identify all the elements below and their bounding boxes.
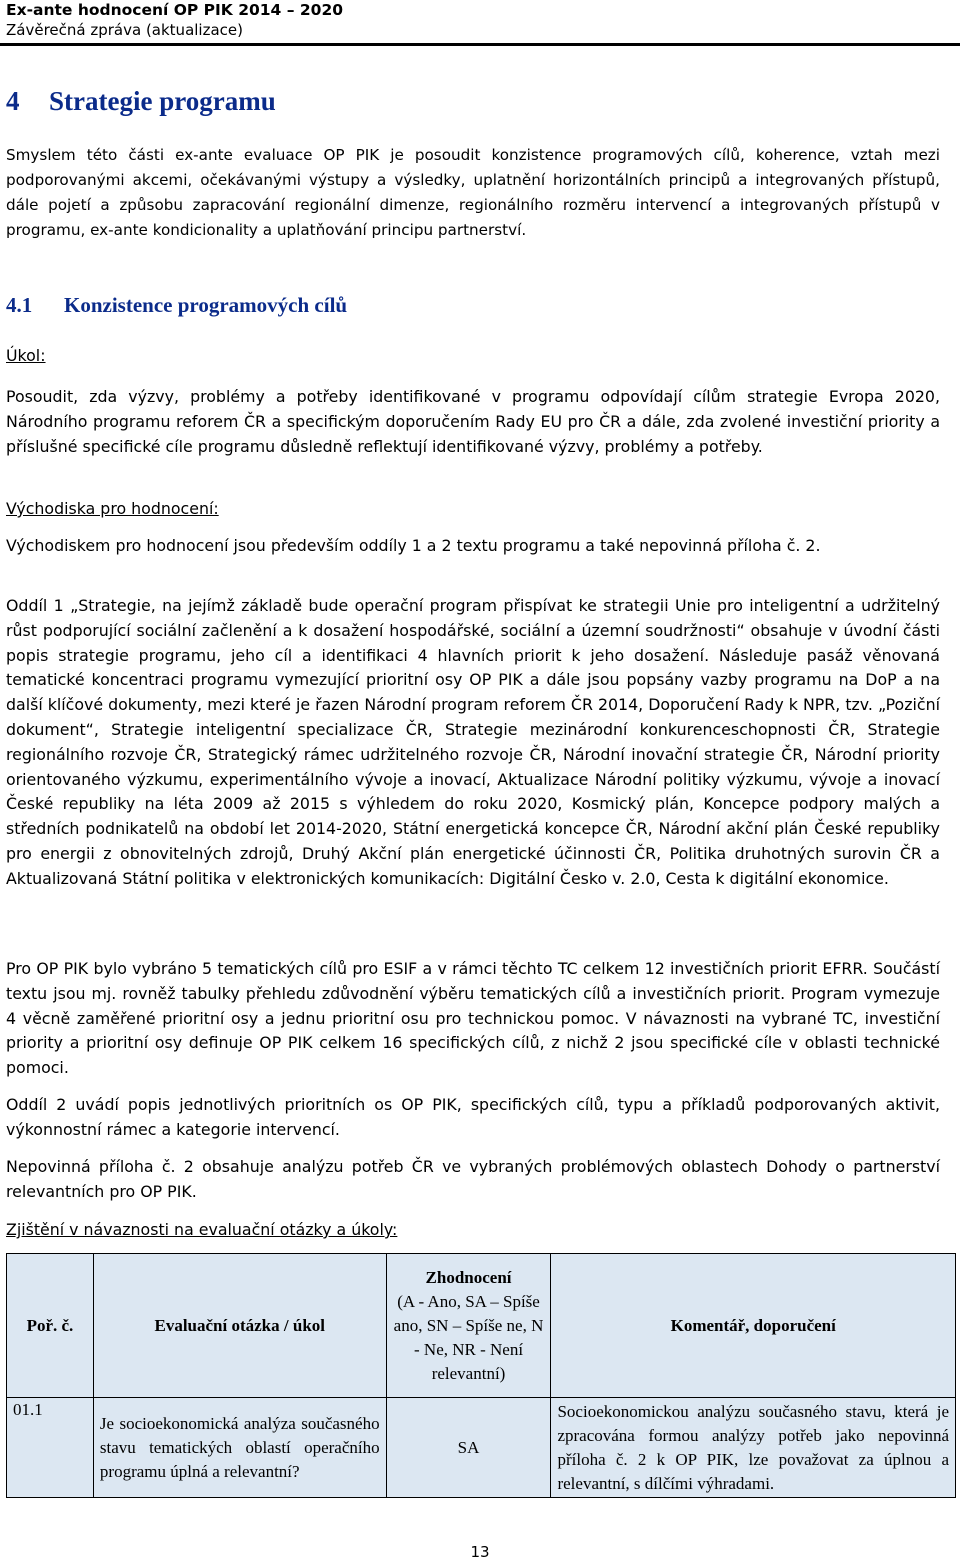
evaluation-table xyxy=(6,1253,956,1498)
header-subtitle: Závěrečná zpráva (aktualizace) xyxy=(6,21,243,39)
page-header xyxy=(6,0,954,41)
table-row xyxy=(7,1398,956,1498)
subsection-heading xyxy=(6,291,347,319)
findings-label: Zjištění v návaznosti na evaluační otázky a úkoly: xyxy=(6,1220,398,1239)
task-label: Úkol: xyxy=(6,346,46,365)
paragraph-thematic-goals: Pro OP PIK bylo vybráno 5 tematických cílů pro ESIF a v rámci těchto TC celkem 12 investičních priorit EFRR. Součástí textu jsou mj. rovněž tabulky přehledu zdůvodnění výběru tematických cílů a investičních priorit. Program vymezuje 4 věcně zaměřené prioritní osy a jednu prioritní osu pro technickou pomoc. V návaznosti na vybrané TC, investiční priority a prioritní osy definuje OP PIK celkem 16 specifických cílů, z nichž 2 jsou specifické cíle v oblasti technické pomoci. xyxy=(6,959,940,1078)
row-comment: Socioekonomickou analýzu současného stavu, která je zpracována formou analýzy potřeb jako nepovinná příloha č. 2 k OP PIK, lze považovat za úplnou a relevantní, s dílčími výhradami. xyxy=(551,1398,956,1498)
header-comment: Komentář, doporučení xyxy=(551,1254,956,1398)
task-text: Posoudit, zda výzvy, problémy a potřeby identifikované v programu odpovídají cílům strategie Evropa 2020, Národního programu reforem ČR a specifickým doporučením Rady EU pro ČR a dále, zda zvolené investiční priority a příslušné specifické cíle programu důsledně reflektují identifikované výzvy, problémy a potřeby. xyxy=(6,387,940,456)
paragraph-section-2: Oddíl 2 uvádí popis jednotlivých prioritních os OP PIK, specifických cílů, typu a příkladů podporovaných aktivit, výkonnostní rámec a kategorie intervencí. xyxy=(6,1095,940,1139)
section-heading xyxy=(6,84,276,118)
subsection-number: 4.1 xyxy=(6,293,33,317)
row-number: 01.1 xyxy=(7,1398,94,1498)
basis-label: Východiska pro hodnocení: xyxy=(6,499,219,518)
section-title: Strategie programu xyxy=(49,86,276,116)
row-rating: SA xyxy=(386,1398,551,1498)
header-order-number: Poř. č. xyxy=(7,1254,94,1398)
header-question: Evaluační otázka / úkol xyxy=(93,1254,386,1398)
header-rating xyxy=(386,1254,551,1398)
paragraph-strategy: Oddíl 1 „Strategie, na jejímž základě bude operační program přispívat ke strategii Unie pro inteligentní a udržitelný růst podporující sociální začlenění a k dosažení hospodářské, sociální a územní soudržnosti“ obsahuje v úvodní části popis strategie programu, jeho cíl a identifikaci 4 hlavních priorit k jeho dosažení. Následuje pasáž věnovaná tematické koncentraci programu vymezující prioritní osy OP PIK a dále jsou popsány vazby programu na DoP a na další klíčové dokumenty, mezi které je řazen Národní program reforem ČR 2014, Doporučení Rady k NPR, tzv. „Poziční dokument“, Strategie inteligentní specializace ČR, Strategie mezinárodní konkurenceschopnosti ČR, Strategie regionálního rozvoje ČR, Strategický rámec udržitelného rozvoje ČR, Národní inovační strategie ČR, Národní priority orientovaného výzkumu, experimentálního vývoje a inovací, Aktualizace Národní politiky výzkumu, vývoje a inovací České republiky na léta 2009 až 2015 s výhledem do roku 2020, Kosmický plán, Koncepce podpory malých a středních podnikatelů na období let 2014-2020, Státní energetická koncepce ČR, Národní akční plán České republiky pro energii z obnovitelných zdrojů, Druhý Akční plán energetické účinnosti ČR, Politika druhotných surovin ČR a Aktualizovaná Státní politika v elektronických komunikacích: Digitální Česko v. 2.0, Cesta k digitální ekonomice. xyxy=(6,596,940,888)
header-divider xyxy=(0,43,960,46)
section-intro: Smyslem této části ex-ante evaluace OP PIK je posoudit konzistence programových cílů, koherence, vztah mezi podporovanými akcemi, očekávanými výstupy a výsledky, uplatnění horizontálních principů a integrovaných přístupů, dále pojetí a způsobu zapracování regionální dimenze, regionálního rozměru intervencí a integrovaných přístupů v programu, ex-ante kondicionality a uplatňování principu partnerství. xyxy=(6,146,940,239)
subsection-title: Konzistence programových cílů xyxy=(64,293,348,317)
basis-text: Východiskem pro hodnocení jsou především oddíly 1 a 2 textu programu a také nepovinná příloha č. 2. xyxy=(6,536,821,555)
header-title: Ex-ante hodnocení OP PIK 2014 – 2020 xyxy=(6,1,344,19)
row-question: Je socioekonomická analýza současného stavu tematických oblastí operačního programu úplná a relevantní? xyxy=(93,1398,386,1498)
page-number: 13 xyxy=(470,1543,490,1561)
table-header-row xyxy=(7,1254,956,1398)
header-rating-legend: (A - Ano, SA – Spíše ano, SN – Spíše ne, N - Ne, NR - Není relevantní) xyxy=(393,1291,544,1383)
header-rating-title: Zhodnocení xyxy=(425,1267,512,1287)
section-number: 4 xyxy=(6,86,20,116)
paragraph-annex: Nepovinná příloha č. 2 obsahuje analýzu potřeb ČR ve vybraných problémových oblastech Dohody o partnerství relevantních pro OP PIK. xyxy=(6,1157,940,1201)
